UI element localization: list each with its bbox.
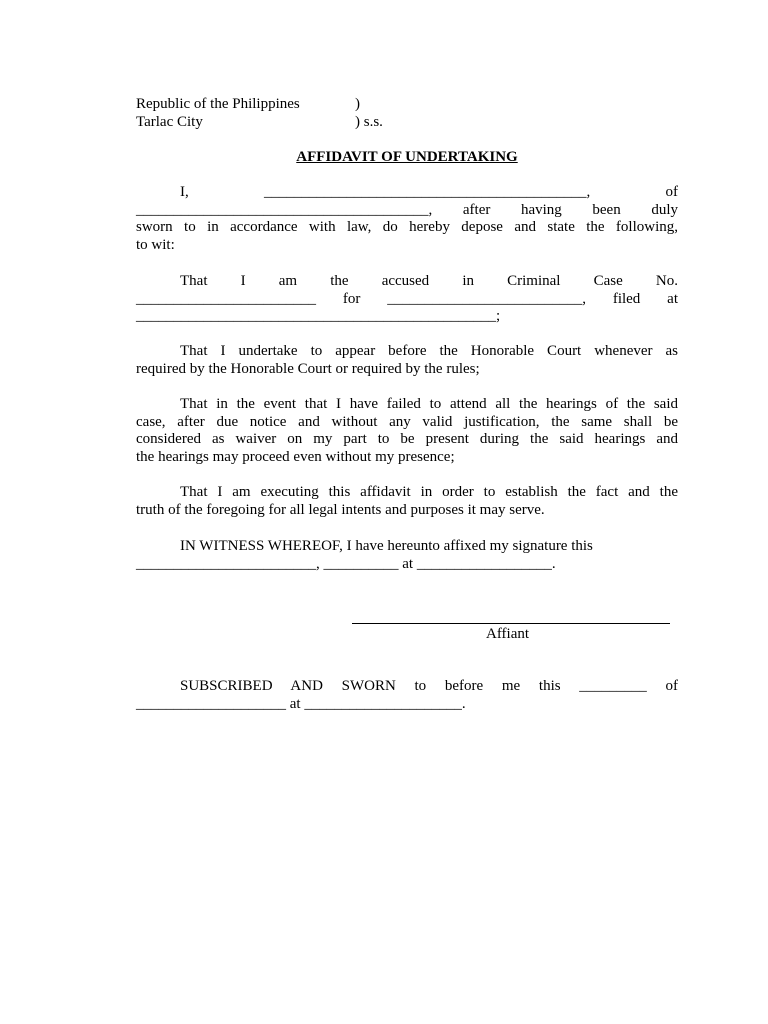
text-line: ________________________ for __________________________, filed at [136,290,678,307]
paragraph-waiver [136,396,678,466]
signature-line [352,623,670,624]
text-line: That in the event that I have failed to attend all the hearings of the said [180,396,678,412]
text-line: I, ___________________________________________, of [180,184,678,200]
venue-country: Republic of the Philippines [136,96,300,112]
text-line: ____________________ at _____________________. [136,695,466,712]
text-line: _______________________________________, after having been duly [136,201,678,218]
text-line: That I undertake to appear before the Honorable Court whenever as [180,343,678,359]
paragraph-identity [136,184,678,254]
paragraph-accused [136,273,678,326]
paragraph-witness [136,538,678,573]
venue-city: Tarlac City [136,114,203,130]
text-line: That I am the accused in Criminal Case No. [180,273,678,289]
paragraph-jurat [136,678,678,713]
venue-ss: ) s.s. [355,114,383,130]
text-line: considered as waiver on my part to be present during the said hearings and [136,431,678,447]
text-line: the hearings may proceed even without my presence; [136,448,455,465]
text-line: ________________________________________________; [136,308,501,324]
paragraph-undertake [136,343,678,378]
venue-paren: ) [355,96,360,112]
text-line: required by the Honorable Court or required by the rules; [136,360,480,377]
text-line: ________________________, __________ at __________________. [136,555,556,572]
affiant-label: Affiant [486,626,530,642]
text-line: That I am executing this affidavit in order to establish the fact and the [180,484,678,500]
document-title: AFFIDAVIT OF UNDERTAKING [296,149,518,165]
text-line: sworn to in accordance with law, do hereby depose and state the following, [136,219,678,235]
paragraph-purpose [136,484,678,519]
text-line: case, after due notice and without any valid justification, the same shall be [136,413,678,430]
text-line: to wit: [136,236,175,253]
text-line: IN WITNESS WHEREOF, I have hereunto affixed my signature this [180,538,593,554]
text-line: truth of the foregoing for all legal intents and purposes it may serve. [136,501,545,518]
text-line: SUBSCRIBED AND SWORN to before me this _________ of [180,678,678,694]
